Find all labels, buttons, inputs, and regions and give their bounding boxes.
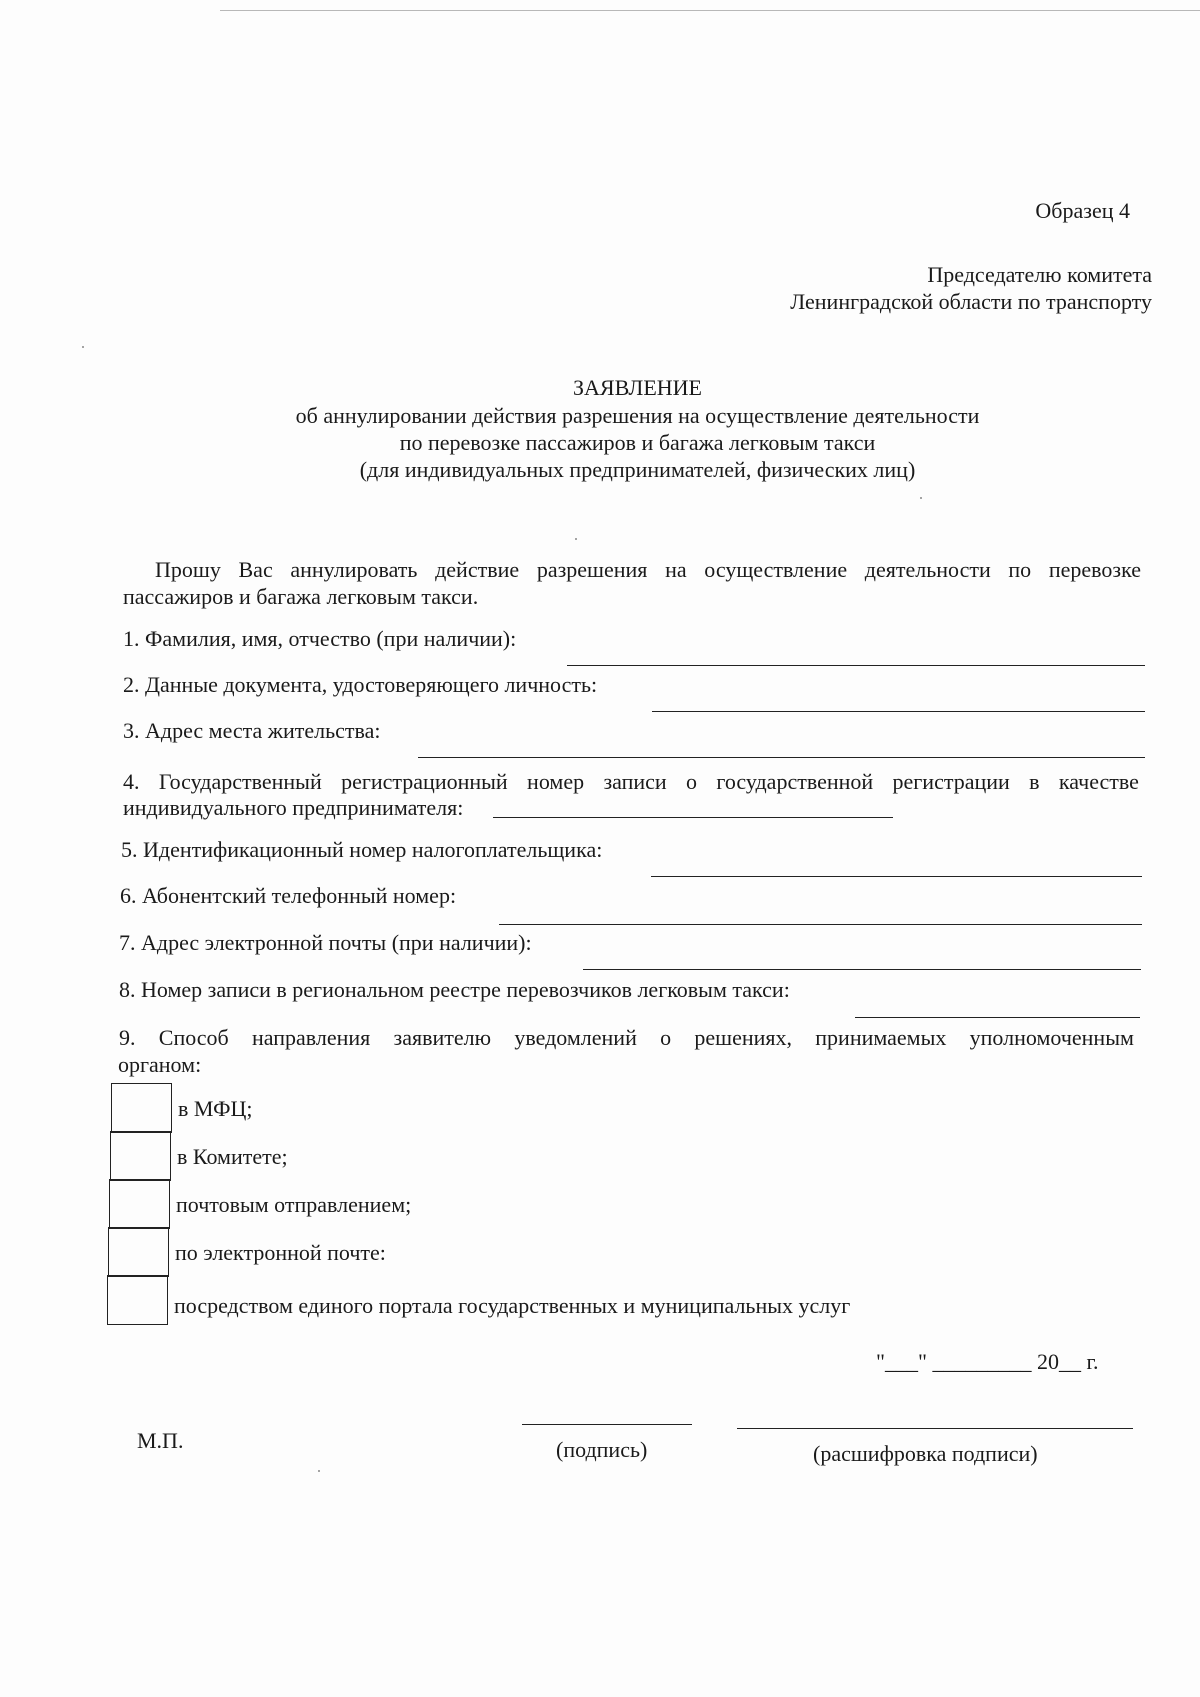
request-word: на — [665, 557, 687, 582]
title-subline-2: по перевозке пассажиров и багажа легковым такси — [399, 430, 876, 455]
date-line — [876, 1349, 1099, 1375]
field-4-word: регистрации — [892, 769, 1010, 794]
option-label-committee: в Комитете; — [177, 1144, 288, 1169]
option-checkbox-email[interactable] — [108, 1227, 169, 1277]
field-5-fill-line[interactable] — [651, 876, 1142, 877]
signature-label: (подпись) — [556, 1437, 648, 1462]
field-9-word: о — [660, 1025, 672, 1050]
scan-speck — [575, 538, 577, 540]
request-paragraph-line-1 — [155, 557, 1141, 583]
field-2-label: 2. Данные документа, удостоверяющего личность: — [123, 672, 598, 697]
addressee-line-2: Ленинградской области по транспорту — [790, 289, 1152, 314]
field-7-label: 7. Адрес электронной почты (при наличии): — [119, 930, 532, 955]
scan-speck — [318, 1470, 320, 1472]
field-4-word: регистрационный — [341, 769, 508, 794]
signature-decode-line[interactable] — [737, 1428, 1133, 1429]
option-label-mfc: в МФЦ; — [178, 1096, 253, 1121]
field-9-label-line-1 — [119, 1025, 1134, 1051]
date-quote-close: " — [917, 1349, 927, 1374]
request-word: по — [1008, 557, 1032, 582]
request-word: действие — [435, 557, 520, 582]
option-label-email: по электронной почте: — [175, 1240, 386, 1265]
field-4-word: номер — [527, 769, 585, 794]
field-4-word: Государственный — [158, 769, 322, 794]
option-checkbox-portal[interactable] — [107, 1275, 168, 1325]
field-9-label-line-2: органом: — [118, 1052, 202, 1077]
request-word: Прошу — [155, 557, 221, 582]
field-6-label: 6. Абонентский телефонный номер: — [120, 883, 457, 908]
field-6-fill-line[interactable] — [499, 924, 1142, 925]
field-9-word: решениях, — [694, 1025, 793, 1050]
title-subline-3: (для индивидуальных предпринимателей, физических лиц) — [359, 457, 916, 482]
field-1-label: 1. Фамилия, имя, отчество (при наличии): — [123, 626, 517, 651]
field-9-word: 9. — [119, 1025, 136, 1050]
field-4-label-line-2: индивидуального предпринимателя: — [123, 795, 464, 820]
field-4-fill-line[interactable] — [493, 817, 893, 818]
request-word: Вас — [238, 557, 273, 582]
document-title: ЗАЯВЛЕНИЕ — [573, 375, 702, 400]
stamp-place-label: М.П. — [137, 1428, 184, 1453]
field-1-fill-line[interactable] — [567, 665, 1145, 666]
option-checkbox-mail[interactable] — [109, 1179, 170, 1229]
field-4-word: качестве — [1058, 769, 1139, 794]
field-9-word: направления — [251, 1025, 371, 1050]
date-year-suffix: г. — [1086, 1349, 1099, 1374]
date-year-blank[interactable]: __ — [1058, 1349, 1081, 1374]
field-3-label: 3. Адрес места жительства: — [123, 718, 381, 743]
request-word: деятельности — [864, 557, 991, 582]
field-9-word: принимаемых — [815, 1025, 947, 1050]
field-8-label: 8. Номер записи в региональном реестре перевозчиков легковым такси: — [119, 977, 790, 1002]
request-word: разрешения — [536, 557, 648, 582]
date-month-blank[interactable]: _________ — [932, 1349, 1032, 1374]
scan-speck — [920, 497, 922, 499]
scan-speck — [82, 346, 84, 348]
signature-line[interactable] — [522, 1424, 692, 1425]
request-paragraph-line-2: пассажиров и багажа легковым такси. — [123, 584, 479, 609]
field-9-word: уполномоченным — [969, 1025, 1134, 1050]
field-9-word: уведомлений — [514, 1025, 637, 1050]
option-checkbox-mfc[interactable] — [111, 1083, 172, 1133]
request-word: перевозке — [1048, 557, 1141, 582]
field-7-fill-line[interactable] — [583, 969, 1141, 970]
field-3-fill-line[interactable] — [418, 757, 1145, 758]
addressee-line-1: Председателю комитета — [927, 262, 1152, 287]
option-checkbox-committee[interactable] — [110, 1131, 171, 1181]
option-label-portal: посредством единого портала государственных и муниципальных услуг — [174, 1293, 851, 1318]
signature-decode-label: (расшифровка подписи) — [813, 1441, 1038, 1466]
field-9-word: Способ — [158, 1025, 229, 1050]
field-9-word: заявителю — [393, 1025, 492, 1050]
date-quote-open: " — [876, 1349, 885, 1374]
scan-edge-line — [220, 10, 1200, 11]
field-4-word: записи — [603, 769, 667, 794]
title-subline-1: об аннулировании действия разрешения на осуществление деятельности — [295, 403, 980, 428]
field-4-word: о — [686, 769, 698, 794]
field-4-word: государственной — [716, 769, 874, 794]
field-8-fill-line[interactable] — [855, 1017, 1140, 1018]
field-5-label: 5. Идентификационный номер налогоплательщика: — [121, 837, 603, 862]
request-word: осуществление — [704, 557, 848, 582]
field-4-word: в — [1029, 769, 1040, 794]
sample-number: Образец 4 — [1035, 198, 1130, 223]
field-2-fill-line[interactable] — [652, 711, 1145, 712]
date-year-prefix: 20 — [1036, 1349, 1059, 1374]
date-day-blank[interactable]: ___ — [884, 1349, 918, 1374]
field-4-label-line-1 — [123, 769, 1139, 795]
option-label-mail: почтовым отправлением; — [176, 1192, 412, 1217]
field-4-word: 4. — [123, 769, 140, 794]
request-word: аннулировать — [290, 557, 418, 582]
